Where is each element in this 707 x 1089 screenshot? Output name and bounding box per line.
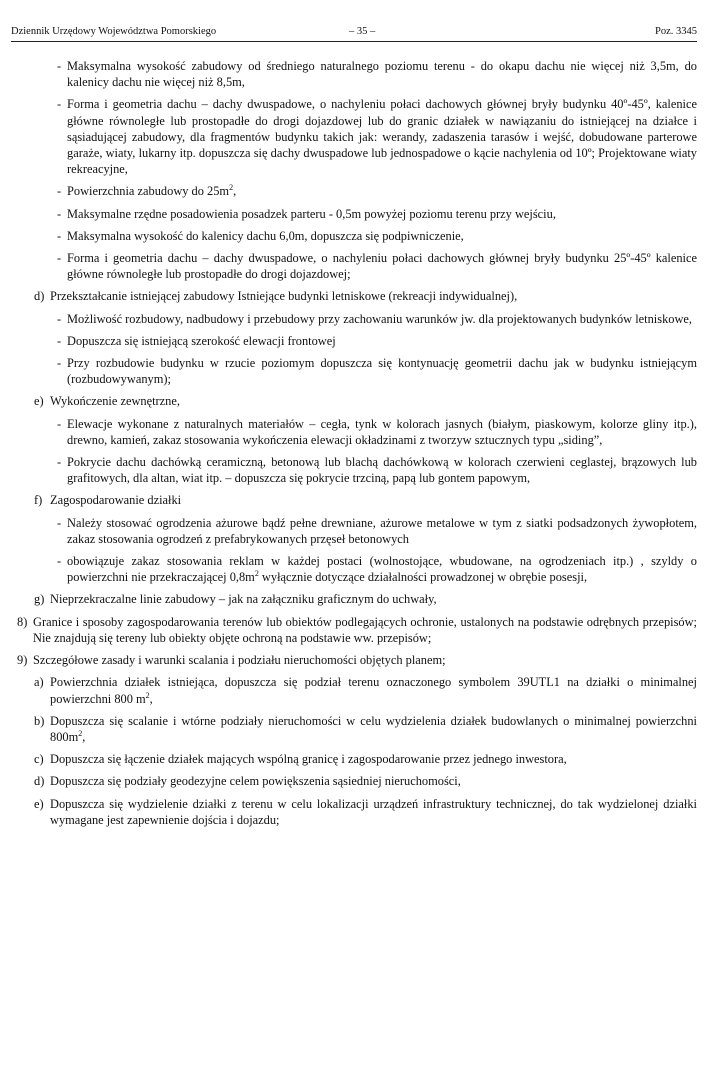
- superscript: 2: [229, 183, 234, 193]
- item-text: Maksymalna wysokość zabudowy od średniego naturalnego poziomu terenu - do okapu dachu nie więcej niż 3,5m, do kalenicy dachu nie więcej niż 8,5m,: [67, 59, 697, 90]
- item-label: e): [34, 796, 44, 811]
- bullet-dash: -: [57, 356, 62, 371]
- bullet-dash: -: [57, 333, 62, 348]
- superscript: 2: [254, 569, 259, 579]
- list-item: [17, 652, 697, 668]
- item-text: Maksymalne rzędne posadowienia posadzek parteru - 0,5m powyżej poziomu terenu przy wejściu,: [67, 206, 556, 221]
- item-text-continued: wyłącznie dotyczące działalności prowadzonej w obrębie posesji,: [258, 570, 588, 585]
- list-item: [34, 591, 697, 607]
- bullet-dash: -: [57, 251, 62, 266]
- list-item-dash: [57, 553, 697, 585]
- item-text: Dopuszcza się łączenie działek mających wspólną granicę i zagospodarowanie przez jednego inwestora,: [50, 752, 567, 767]
- document-body: [0, 58, 707, 834]
- bullet-dash: -: [57, 184, 62, 199]
- list-item: [34, 751, 697, 767]
- item-text-continued: ,: [149, 691, 153, 706]
- list-item-dash: [57, 355, 697, 387]
- list-item-dash: [57, 515, 697, 547]
- item-text: Szczegółowe zasady i warunki scalania i podziału nieruchomości objętych planem;: [33, 653, 446, 668]
- item-text: obowiązuje zakaz stosowania reklam w każdej postaci (wolnostojące, wbudowane, na ogrodzeniach itp.) , szyldy o powierzchni nie przekraczającej 0,8m: [67, 554, 697, 585]
- list-item: [34, 288, 697, 304]
- item-text: Granice i sposoby zagospodarowania terenów lub obiektów podlegających ochronie, ustalonych na podstawie odrębnych przepisów; Nie znajdują się tereny lub obiekty objęte ochroną na podstawie ww. przepisów;: [33, 614, 697, 645]
- item-text: Przekształcanie istniejącej zabudowy Istniejące budynki letniskowe (rekreacji indywidualnej),: [50, 289, 518, 304]
- bullet-dash: -: [57, 515, 62, 530]
- item-text-continued: ,: [82, 729, 86, 744]
- item-text: Powierzchnia działek istniejąca, dopuszcza się podział terenu oznaczonego symbolem 39UTL1 na działki o minimalnej powierzchni 800 m: [50, 675, 697, 706]
- bullet-dash: -: [57, 416, 62, 431]
- bullet-dash: -: [57, 228, 62, 243]
- item-text-continued: ,: [233, 184, 237, 199]
- page-number: – 35 –: [349, 26, 376, 37]
- superscript: 2: [145, 690, 150, 700]
- list-item-dash: [57, 416, 697, 448]
- bullet-dash: -: [57, 59, 62, 73]
- item-text: Przy rozbudowie budynku w rzucie poziomym dopuszcza się kontynuację geometrii dachu jak w budynku istniejącym (rozbudowywanym);: [67, 356, 697, 387]
- list-item-dash: [57, 183, 697, 199]
- item-text: Dopuszcza się podziały geodezyjne celem powiększenia sąsiedniej nieruchomości,: [50, 774, 461, 789]
- item-label: e): [34, 394, 44, 409]
- position-number: Poz. 3345: [655, 26, 697, 37]
- item-text: Nieprzekraczalne linie zabudowy – jak na załączniku graficznym do uchwały,: [50, 592, 437, 607]
- item-label: d): [34, 289, 45, 304]
- item-label: g): [34, 592, 45, 607]
- item-text: Dopuszcza się istniejącą szerokość elewacji frontowej: [67, 333, 336, 348]
- item-text: Forma i geometria dachu – dachy dwuspadowe, o nachyleniu połaci dachowych głównej bryły budynku 25º-45º kalenice główne równoległe lub prostopadłe do drogi dojazdowej;: [67, 251, 697, 282]
- item-text: Wykończenie zewnętrzne,: [50, 394, 180, 409]
- bullet-dash: -: [57, 311, 62, 326]
- journal-title: Dziennik Urzędowy Województwa Pomorskiego: [11, 26, 217, 37]
- item-text: Maksymalna wysokość do kalenicy dachu 6,0m, dopuszcza się podpiwniczenie,: [67, 228, 464, 243]
- item-label: a): [34, 675, 44, 690]
- item-text: Pokrycie dachu dachówką ceramiczną, betonową lub blachą dachówkową w kolorach czerwieni ceglastej, brązowych lub grafitowych, dla altan, wiat itp. – dopuszcza się pokrycie trzciną, papą lub gontem papowym,: [67, 455, 697, 486]
- bullet-dash: -: [57, 97, 62, 112]
- item-text: Elewacje wykonane z naturalnych materiałów – cegła, tynk w kolorach jasnych (białym, piaskowym, kolorze gliny itp.), drewno, kamień, zakaz stosowania wykończenia elewacji okładzinami z tworzyw sztucznych typu „siding”,: [67, 416, 697, 447]
- list-item: [34, 773, 697, 789]
- item-label: f): [34, 493, 43, 508]
- list-item-dash: [57, 454, 697, 486]
- list-item-dash: [57, 96, 697, 177]
- item-label: d): [34, 774, 45, 789]
- list-item-dash: [57, 250, 697, 282]
- item-text: Forma i geometria dachu – dachy dwuspadowe, o nachyleniu połaci dachowych głównej bryły budynku 40º-45º, kalenice główne równoległe lub prostopadłe do drogi dojazdowej lub do granic działek w nawiązaniu do istniejącej na działce i sąsiadującej zabudowy, dla fragmentów budynku takich jak: werandy, zadaszenia tarasów i wejść, dobudowane parterowe garaże, wiaty, lukarny itp. dopuszcza się dachy dwuspadowe lub jednospadowe o kącie nachylenia od 10º; Projektowane wiaty rekreacyjne,: [67, 97, 697, 177]
- list-item-dash: [57, 333, 697, 349]
- list-item: [34, 713, 697, 745]
- page-header: [11, 24, 697, 42]
- superscript: 2: [78, 728, 83, 738]
- item-text: Możliwość rozbudowy, nadbudowy i przebudowy przy zachowaniu warunków jw. dla projektowanych budynków letniskowe,: [67, 311, 693, 326]
- item-text: Powierzchnia zabudowy do 25m: [67, 184, 230, 199]
- list-item-dash: [57, 228, 697, 244]
- bullet-dash: -: [57, 455, 62, 470]
- list-item-dash: [57, 206, 697, 222]
- item-label: 9): [17, 653, 28, 668]
- item-text: Dopuszcza się wydzielenie działki z terenu w celu lokalizacji urządzeń infrastruktury technicznej, do tak wydzielonej działki wymagane jest zapewnienie dojścia i dojazdu;: [50, 796, 697, 827]
- item-label: c): [34, 752, 44, 767]
- item-label: b): [34, 713, 45, 728]
- list-item: [34, 393, 697, 409]
- item-text: Należy stosować ogrodzenia ażurowe bądź pełne drewniane, ażurowe metalowe w tym z siatki podsadzonych żywopłotem, zakaz stosowania ogrodzeń z prefabrykowanych przęseł betonowych: [67, 515, 697, 546]
- item-text: Dopuszcza się scalanie i wtórne podziały nieruchomości w celu wydzielenia działek budowlanych o minimalnej powierzchni 800m: [50, 713, 697, 744]
- bullet-dash: -: [57, 206, 62, 221]
- bullet-dash: -: [57, 554, 62, 569]
- list-item-dash: [57, 311, 697, 327]
- list-item: [34, 492, 697, 508]
- list-item-dash: [57, 58, 697, 90]
- list-item: [34, 674, 697, 706]
- item-label: 8): [17, 614, 28, 629]
- list-item: [17, 614, 697, 646]
- item-text: Zagospodarowanie działki: [50, 493, 182, 508]
- list-item: [34, 796, 697, 828]
